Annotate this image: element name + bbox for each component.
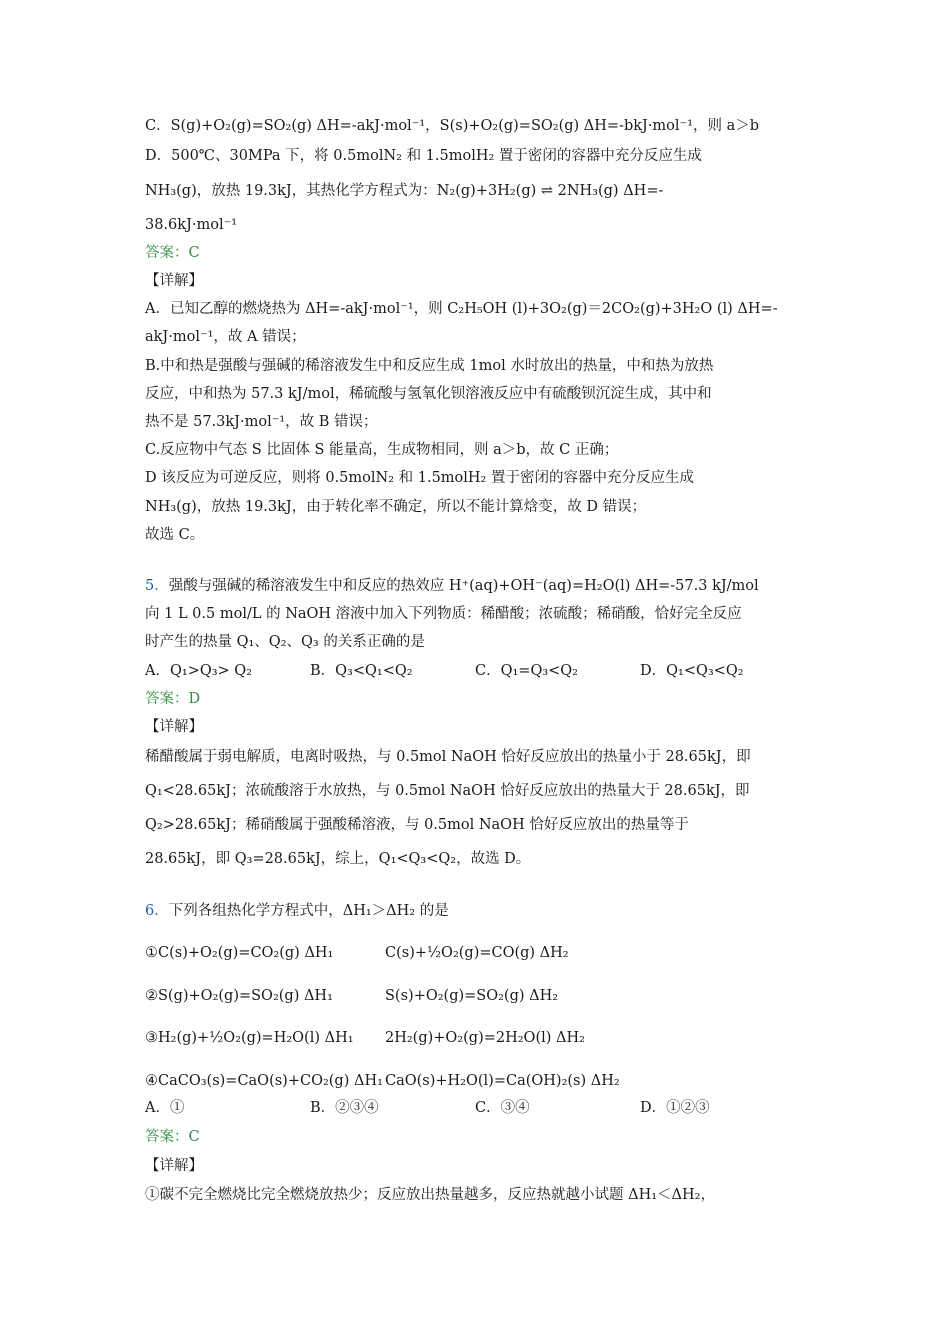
- q6-equation-left: ③H₂(g)+½O₂(g)=H₂O(l) ΔH₁: [145, 1030, 354, 1046]
- q6-equation-right: CaO(s)+H₂O(l)=Ca(OH)₂(s) ΔH₂: [385, 1073, 620, 1089]
- q6-equation-right: 2H₂(g)+O₂(g)=2H₂O(l) ΔH₂: [385, 1030, 585, 1046]
- q6-equation-right: C(s)+½O₂(g)=CO(g) ΔH₂: [385, 945, 569, 961]
- q4-option-d-line3: 38.6kJ·mol⁻¹: [145, 217, 238, 233]
- q6-equation-left: ①C(s)+O₂(g)=CO₂(g) ΔH₁: [145, 945, 334, 961]
- q6-equation-right: S(s)+O₂(g)=SO₂(g) ΔH₂: [385, 988, 559, 1004]
- q5-explanation-line: 28.65kJ，即 Q₃=28.65kJ，综上，Q₁<Q₃<Q₂，故选 D。: [145, 851, 531, 867]
- q5-stem-line3: 时产生的热量 Q₁、Q₂、Q₃ 的关系正确的是: [145, 634, 425, 650]
- q6-explanation-line: ①碳不完全燃烧比完全燃烧放热少；反应放出热量越多，反应热就越小试题 ΔH₁＜ΔH₂，: [145, 1187, 715, 1203]
- q4-option-d-line1: D．500℃、30MPa 下，将 0.5molN₂ 和 1.5molH₂ 置于密闭的容器中充分反应生成: [145, 148, 702, 164]
- q5-stem-text: 强酸与强碱的稀溶液发生中和反应的热效应 H⁺(aq)+OH⁻(aq)=H₂O(l) ΔH=-57.3 kJ/mol: [168, 578, 759, 594]
- q5-option-d: D．Q₁<Q₃<Q₂: [640, 663, 744, 679]
- q4-option-c: C．S(g)+O₂(g)=SO₂(g) ΔH=-akJ·mol⁻¹，S(s)+O₂(g)=SO₂(g) ΔH=-bkJ·mol⁻¹，则 a＞b: [145, 118, 760, 134]
- q5-stem-line1: [145, 575, 759, 597]
- q6-option-a: A．①: [145, 1100, 185, 1116]
- q6-answer: 答案：C: [145, 1129, 200, 1145]
- q5-option-c: C．Q₁=Q₃<Q₂: [475, 663, 578, 679]
- q5-detail-title: 【详解】: [145, 719, 203, 735]
- q5-explanation-line: Q₂>28.65kJ；稀硝酸属于强酸稀溶液，与 0.5mol NaOH 恰好反应放出的热量等于: [145, 817, 689, 833]
- q4-option-d-line2: NH₃(g)，放热 19.3kJ，其热化学方程式为：N₂(g)+3H₂(g) ⇌ 2NH₃(g) ΔH=-: [145, 183, 664, 199]
- q6-option-d: D．①②③: [640, 1100, 710, 1116]
- q5-option-b: B．Q₃<Q₁<Q₂: [310, 663, 413, 679]
- q4-explanation-line: 故选 C。: [145, 527, 205, 543]
- q6-number: 6．: [145, 903, 169, 919]
- q6-equation-left: ②S(g)+O₂(g)=SO₂(g) ΔH₁: [145, 988, 333, 1004]
- q4-explanation-line: NH₃(g)，放热 19.3kJ，由于转化率不确定，所以不能计算焓变，故 D 错误；: [145, 499, 647, 515]
- q5-stem-line2: 向 1 L 0.5 mol/L 的 NaOH 溶液中加入下列物质：稀醋酸；浓硫酸；稀硝酸，恰好完全反应: [145, 606, 742, 622]
- q4-explanation-line: D 该反应为可逆反应，则将 0.5molN₂ 和 1.5molH₂ 置于密闭的容器中充分反应生成: [145, 470, 694, 486]
- q5-option-a: A．Q₁>Q₃> Q₂: [145, 663, 252, 679]
- q4-answer: 答案：C: [145, 245, 200, 261]
- q5-explanation-line: 稀醋酸属于弱电解质，电离时吸热，与 0.5mol NaOH 恰好反应放出的热量小于 28.65kJ，即: [145, 749, 751, 765]
- q6-option-b: B．②③④: [310, 1100, 379, 1116]
- q4-explanation-line: 反应，中和热为 57.3 kJ/mol，稀硫酸与氢氧化钡溶液反应中有硫酸钡沉淀生成，其中和: [145, 386, 712, 402]
- q4-detail-title: 【详解】: [145, 273, 203, 289]
- q6-stem-text: 下列各组热化学方程式中，ΔH₁＞ΔH₂ 的是: [168, 903, 449, 919]
- q5-answer: 答案：D: [145, 691, 201, 707]
- q4-explanation-line: B.中和热是强酸与强碱的稀溶液发生中和反应生成 1mol 水时放出的热量，中和热为放热: [145, 358, 714, 374]
- q4-explanation-line: 热不是 57.3kJ·mol⁻¹，故 B 错误；: [145, 414, 378, 430]
- q4-explanation-line: akJ·mol⁻¹，故 A 错误；: [145, 329, 306, 345]
- q6-stem: [145, 900, 449, 922]
- q4-explanation-line: C.反应物中气态 S 比固体 S 能量高，生成物相同，则 a＞b，故 C 正确；: [145, 442, 619, 458]
- q6-option-c: C．③④: [475, 1100, 530, 1116]
- q5-number: 5．: [145, 578, 169, 594]
- q6-detail-title: 【详解】: [145, 1158, 203, 1174]
- q4-explanation-line: A．已知乙醇的燃烧热为 ΔH=-akJ·mol⁻¹，则 C₂H₅OH (l)+3O₂(g)＝2CO₂(g)+3H₂O (l) ΔH=-: [145, 301, 778, 317]
- q5-explanation-line: Q₁<28.65kJ；浓硫酸溶于水放热，与 0.5mol NaOH 恰好反应放出的热量大于 28.65kJ，即: [145, 783, 750, 799]
- q6-equation-left: ④CaCO₃(s)=CaO(s)+CO₂(g) ΔH₁: [145, 1073, 383, 1089]
